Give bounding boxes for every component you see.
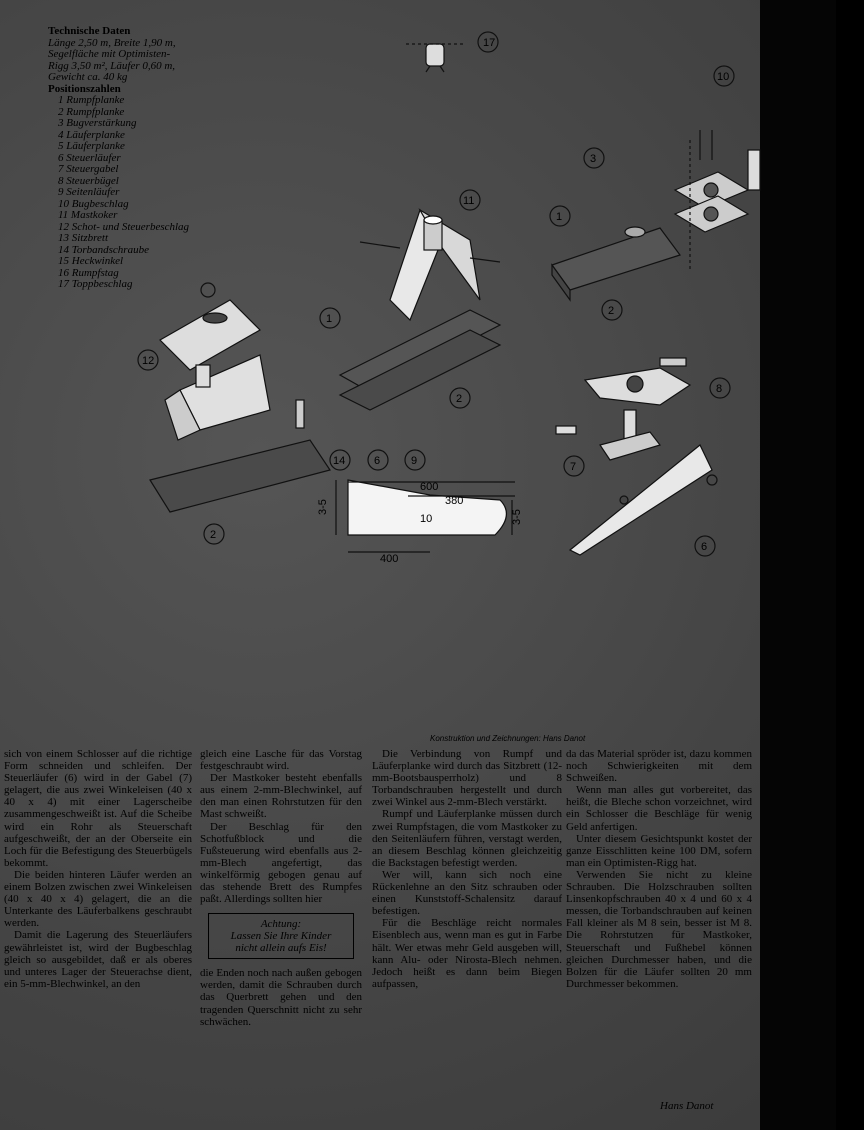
spec-line: Gewicht ca. 40 kg	[48, 71, 128, 83]
paragraph: Damit die Lagerung des Steuerläufers gewährleistet ist, wird der Bugbeschlag gleich so ausgebildet, daß er als oberes und unteres Lager der Steuerachse dient, ein 5-mm-Blechwinkel, an den	[4, 929, 192, 990]
spec-heading: Technische Daten	[48, 25, 131, 37]
callout-label: 2	[210, 529, 217, 541]
position-item: 1 Rumpfplanke	[58, 94, 125, 106]
warning-line: Lassen Sie Ihre Kinder	[230, 930, 332, 943]
callout-label: 7	[570, 461, 577, 473]
paragraph: die Enden noch nach außen gebogen werden, damit die Schrauben durch das Querbrett gehen und den tragenden Querschnitt nicht zu sehr schwächen.	[200, 967, 362, 1028]
paragraph: Für die Beschläge reicht normales Eisenblech aus, wenn man es gut in Farbe hält. Wer etwas mehr Geld ausgeben will, kann Alu- oder Nirosta-Blech nehmen. Jedoch heißt es dann beim Biegen aufpassen,	[372, 917, 562, 990]
dimension-label: 10	[420, 513, 433, 525]
callout-label: 11	[463, 195, 475, 207]
text-column-3	[372, 748, 562, 990]
position-item: 14 Torbandschraube	[58, 243, 149, 256]
position-item: 16 Rumpfstag	[58, 266, 119, 279]
dimension-label: 400	[380, 553, 399, 565]
callout-label: 10	[717, 71, 730, 83]
text-column-2	[200, 748, 362, 1028]
text-column-4	[566, 748, 752, 990]
dimension-label: 3-5	[317, 499, 329, 515]
position-item: 11 Mastkoker	[58, 209, 118, 221]
warning-line: nicht allein aufs Eis!	[235, 942, 327, 955]
warning-title: Achtung:	[260, 918, 302, 931]
callout-label: 1	[326, 313, 333, 325]
paragraph: sich von einem Schlosser auf die richtige Form schneiden und schleifen. Der Steuerläufer (6) wird in der Gabel (7) gelagert, die aus zwei Winkeleisen (40 x 40 x 4) mit einer Lagerscheibe zusammengeschweißt ist. Auf die Scheibe wird ein Rohr als Steuerschaft aufgeschweißt, der an der Oberseite ein Loch für die Befestigung des Steuerbügels bekommt.	[4, 748, 192, 869]
side-runner-9	[336, 450, 515, 552]
position-item: 10 Bugbeschlag	[58, 197, 129, 210]
position-item: 6 Steuerläufer	[58, 151, 121, 164]
warning-box	[208, 913, 354, 959]
paragraph: Wer will, kann sich noch eine Rückenlehne an den Sitz schrauben oder einen Kunststoff-Schalensitz darauf befestigen.	[372, 868, 562, 918]
callout-label: 8	[716, 383, 723, 395]
positions-heading: Positionszahlen	[48, 82, 121, 95]
dimension-label: 380	[445, 495, 464, 507]
position-item: 8 Steuerbügel	[58, 174, 119, 187]
position-item: 3 Bugverstärkung	[58, 117, 137, 129]
callout-label: 17	[483, 37, 496, 49]
bow-fitting-10	[675, 66, 760, 270]
callout-label: 6	[701, 541, 708, 553]
paragraph: da das Material spröder ist, dazu kommen noch Schwierigkeiten mit dem Schweißen.	[566, 748, 752, 785]
position-item: 5 Läuferplanke	[58, 140, 125, 152]
bow-reinforcement-3	[550, 148, 680, 320]
paragraph: Die Verbindung von Rumpf und Läuferplanke wird durch das Sitzbrett (12-mm-Bootsbausperrholz) und 8 Torbandschrauben hergestellt und durch zwei Winkel aus 2-mm-Blech verstärkt.	[372, 748, 562, 809]
position-item: 15 Heckwinkel	[58, 255, 124, 267]
steering-runner-6	[570, 445, 717, 556]
drawing-credit: Konstruktion und Zeichnungen: Hans Danot	[430, 734, 586, 743]
callout-label: 6	[374, 455, 381, 467]
callout-label: 3	[590, 153, 597, 165]
callout-label: 1	[556, 211, 563, 223]
paragraph: Wenn man alles gut vorbereitet, das heißt, die Bleche schon vorzeichnet, wird ein Schlosser die Beschläge für wenig Geld anfertigen.	[566, 784, 752, 833]
position-item: 4 Läuferplanke	[58, 128, 125, 141]
position-item: 17 Toppbeschlag	[58, 278, 133, 290]
spec-line: Rigg 3,50 m², Läufer 0,60 m,	[48, 59, 176, 72]
spec-line: Länge 2,50 m, Breite 1,90 m,	[48, 36, 176, 49]
position-item: 13 Sitzbrett	[58, 232, 109, 244]
author-signature: Hans Danot	[660, 1100, 714, 1112]
steering-bracket-8	[585, 358, 730, 405]
paragraph: gleich eine Lasche für das Vorstag festgeschraubt wird.	[200, 748, 362, 773]
callout-label: 2	[456, 393, 463, 405]
position-item: 9 Seitenläufer	[58, 186, 120, 198]
paragraph: Der Beschlag für den Schotfußblock und die Fußsteuerung wird ebenfalls aus 2-mm-Blech angefertigt, das winkelförmig gebogen genau auf das stehende Brett des Rumpfes paßt. Allerdings sollten hier	[200, 820, 362, 906]
mast-coker-11	[360, 190, 500, 320]
text-column-1	[4, 748, 192, 990]
position-item: 7 Steuergabel	[58, 163, 119, 175]
dimension-label: 3-5	[511, 509, 523, 525]
position-item: 12 Schot- und Steuerbeschlag	[58, 220, 190, 233]
callout-label: 9	[411, 455, 418, 467]
paragraph: Die beiden hinteren Läufer werden an einem Bolzen zwischen zwei Winkeleisen (40 x 40 x 4) gelagert, die an die Unterkante des Läuferbalkens geschraubt werden.	[4, 868, 192, 930]
hull-planks	[320, 308, 500, 410]
position-item: 2 Rumpfplanke	[58, 105, 125, 118]
spec-box	[48, 26, 248, 291]
paragraph: Der Mastkoker besteht ebenfalls aus einem 2-mm-Blechwinkel, auf den man einen Rohrstutzen für den Mast schweißt.	[200, 772, 362, 821]
dimension-label: 600	[420, 481, 439, 493]
callout-label: 12	[142, 355, 155, 367]
paragraph: Verwenden Sie nicht zu kleine Schrauben. Die Holzschrauben sollten Linsenkopfschrauben 40 x 4 und 60 x 4 messen, die Torbandschrauben auf keinen Fall kleiner als M 8 sein, besser ist M 8. Die Rohrstutzen für Mastkoker, Steuerschaft und Fußhebel können gleichen Durchmesser haben, und die Bolzen für die Läufer sollten 20 mm Durchmesser bekommen.	[566, 868, 752, 990]
sheet-fitting-12	[138, 283, 270, 440]
positions-list	[48, 95, 248, 291]
callout-label: 14	[333, 455, 346, 467]
spec-line: Segelfläche mit Optimisten-	[48, 48, 171, 60]
paragraph: Unter diesem Gesichtspunkt kostet der ganze Eisschlitten keine 100 DM, sofern man ein Optimisten-Rigg hat.	[566, 832, 752, 869]
callout-label: 2	[608, 305, 615, 317]
paragraph: Rumpf und Läuferplanke müssen durch zwei Rumpfstagen, die vom Mastkoker zu den Seitenläufern führen, verstagt werden, an diesem Beschlag können gleichzeitig die Backstagen befestigt werden.	[372, 808, 562, 869]
